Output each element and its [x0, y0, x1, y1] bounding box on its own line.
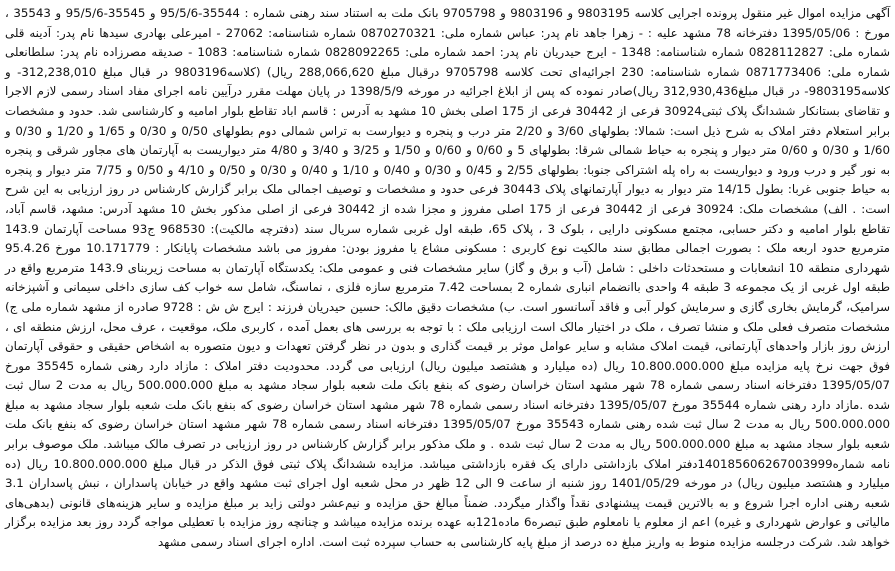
- auction-notice-text: آگهی مزایده اموال غیر منقول پرونده اجرایی کلاسه 9803195 و 9803196 و 9705798 بانک ملت به استناد سند رهنی شماره : 35544-95/5/6 و 35545-95/5/6 و 35543 ، مورخ : 1395/05/06 دفترخانه 78 مشهد علیه : - زهرا جاهد نام پدر: عباس شماره ملی: 0870270321 شماره شناسنامه: 27062 - امیرعلی بهادری سیدها نام پدر: آدینه قلی شماره ملی: 0828112827 شماره شناسنامه: 1348 - ایرج حیدریان نام پدر: احمد شماره ملی: 0828092265 شماره شناسنامه: 1083 - صدیقه مصرزاده نام پدر: سلطانعلی شماره ملی: 0871773406 شماره شناسنامه: 230 اجرائیه‌ای تحت کلاسه 9705798 درقبال مبلغ 288,066,620 ریال) (کلاسه9803196 در قبال مبلغ 312,238,010- و کلاسه9803195- در قبال مبلغ312,930,436 ریال)صادر نموده که پس از ابلاغ اجرائیه در مورخه 1398/5/9 در پایان مهلت مقرر درآیین نامه اجرای مفاد اسناد رسمی لازم الاجرا و تقاضای بستانکار ششدانگ پلاک ثبتی30924 فرعی از 30442 فرعی از 175 اصلی بخش 10 مشهد به آدرس : قاسم اباد تقاطع بلوار امامیه و کارشناسی شد. حدود و مشخصات برابر استعلام دفتر املاک به شرح ذیل است: شمالا: بطولهای 3/60 و 2/20 متر درب و پنجره و دیوارست به تراس شمالی دوم بطولهای 0/50 و 0/30 و 1/65 و 1/20 و 0/30 و 1/60 و 0/30 و 0/60 متر دیوار و پنجره به حیاط شمالی شرقا: بطولهای 5 و 0/60 و 0/60 و 1/50 و 3/25 و 3/40 و 4/80 متر دیواریست به آپارتمان های مجاور شرقی و پنجره به نور گیر و درب ورود و دیواریست به راه پله اشتراکی جنوبا: بطولهای 2/55 و 0/45 و 0/30 و 0/40 و 1/10 و 0/40 و 0/30 و 0/50 و 4/10 و 0/50 و 7/75 متر دیوار و پنجره به حیاط جنوبی غربا: بطول 14/15 متر دیوار به دیوار آپارتمانهای پلاک 30443 فرعی حدود و مشخصات و توصیف اجمالی ملک برابر گزارش کارشناس در روز ارزیابی به این شرح است: . الف) مشخصات ملک: 30924 فرعی از 30442 فرعی از 175 اصلی مفروز و مجزا شده از 30442 فرعی از اصلی مذکور بخش 10 مشهد آدرس: مشهد، قاسم آباد، تقاطع بلوار امامیه و دکتر حسابی، مجتمع مسکونی دارایی ، بلوک 3 ، پلاک 65، طبقه اول غربی شماره سریال سند (دفترچه مالکیت): 968530 ج93 مساحت آپارتمان 143.9 مترمربع حدود اربعه ملک : بصورت اجمالی مطابق سند مالکیت نوع کاربری : مسکونی مشاع یا مفروز بودن: مفروز می باشد مشخصات پایانکار : 10.171779 مورخ 95.4.26 شهرداری منطقه 10 انشعابات و مستحدثات داخلی : شامل (آب و برق و گاز) سایر مشخصات فنی و عمومی ملک: یکدستگاه آپارتمان به مساحت زیربنای 143.9 مترمربع واقع در طبقه اول غربی از یک مجموعه 3 طبقه 4 واحدی باانضمام انباری شماره 2 بمساحت 7.42 مترمربع سازه فلزی ، نماسنگ، شامل سه خواب کف سازی داخلی سیمانی و آشپزخانه سرامیک، گرمایش بخاری گازی و سرمایش کولر آبی و فاقد آسانسور است. ب) مشخصات دقیق مالک: حسین حیدریان فرزند : ایرج ش ش : 9728 صادره از مشهد شماره ملی ج) مشخصات متصرف فعلی ملک و منشا تصرف ، ملک در اختیار مالک است ارزیابی ملک : با توجه به بررسی های بعمل آمده ، کاربری ملک، موقعیت ، عرف محل، ارزش منطقه ای ، ارزش روز بازار واحدهای آپارتمانی، قیمت املاک مشابه و سایر عوامل موثر بر قیمت گذاری و بدون در نظر گرفتن تعهدات و دیون متصوره به اشخاص حقیقی و حقوقی آپارتمان فوق جهت نرخ پایه مزایده مبلغ 10.800.000.000 ریال (ده میلیارد و هشتصد میلیون ریال) ارزیابی می گردد. محدودیت دفتر املاک : مازاد دارد رهنی شماره 35545 مورخ 1395/05/07 دفترخانه اسناد رسمی شماره 78 شهر مشهد استان خراسان رضوی که بنفع بانک ملت شعبه بلوار سجاد مشهد به مبلغ 500.000.000 ریال به مدت 2 سال ثبت شده .مازاد دارد رهنی شماره 35544 مورخ 1395/05/07 دفترخانه اسناد رسمی شماره 78 شهر مشهد استان خراسان رضوی که بنفع بانک ملت شعبه بلوار سجاد مشهد به مبلغ 500.000.000 ریال به مدت 2 سال ثبت شده رهنی شماره 35543 مورخ 1395/05/07 دفترخانه اسناد رسمی شماره 78 شهر مشهد استان خراسان رضوی که بنفع بانک ملت شعبه بلوار سجاد مشهد به مبلغ 500.000.000 ریال به مدت 2 سال ثبت شده . و ملک مذکور برابر گزارش کارشناس در روز ارزیابی در تصرف مالک میباشد. ملک موصوف برابر نامه شماره140185606267003999دفتر املاک بازداشتی دارای یک فقره بازداشتی میباشد. مزایده ششدانگ پلاک ثبتی فوق الذکر در قبال مبلغ 10.800.000.000 ریال (ده میلیارد و هشتصد میلیون ریال) در مورخه 1401/05/29 روز شنبه از ساعت 9 الی 12 ظهر در محل شعبه اول اجرای ثبت مشهد واقع در خیابان پاسداران ، نبش پاسداران 3.1 شعبه رهنی اداره اجرا شروع و به بالاترین قیمت پیشنهادی نقداً واگذار میگردد. ضمناً مبالغ حق مزایده و نیم‌عشر دولتی زاید بر مبلغ مزایده و سایر هزینه‌های قانونی (بدهی‌های مالیاتی و عوارض شهرداری و غیره) اعم از معلوم یا نامعلوم طبق تبصره6 ماده121به عهده برنده مزایده میباشد و چنانچه روز مزایده با تعطیلی مواجه گردد روز بعد مزایده برگزار خواهد شد. شرکت درجلسه مزایده منوط به واریز مبلغ ده درصد از مبلغ پایه کارشناسی به حساب سپرده ثبت است. اداره اجرای اسناد رسمی مشهد: [5, 6, 891, 550]
